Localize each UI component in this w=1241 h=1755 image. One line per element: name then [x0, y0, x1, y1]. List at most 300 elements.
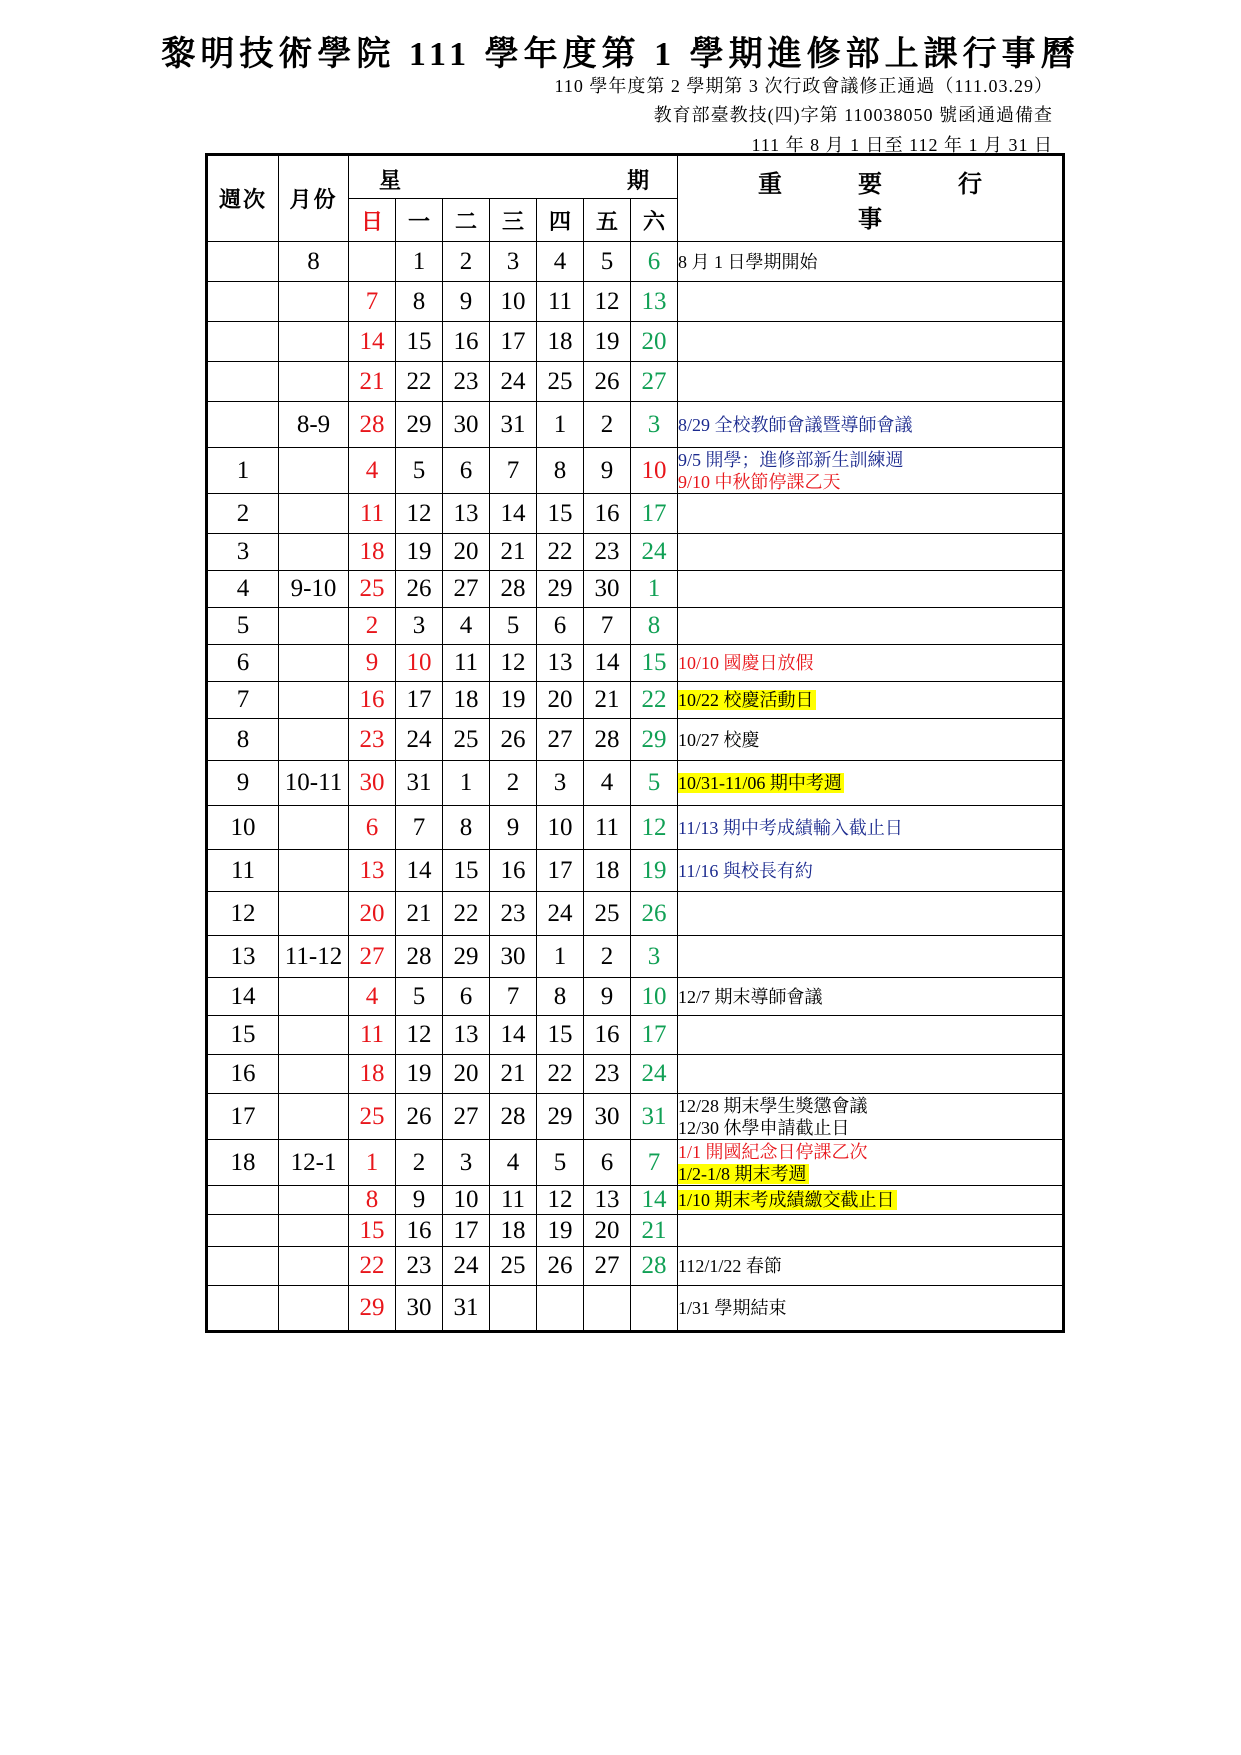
day-cell: 29 — [537, 1094, 584, 1140]
day-cell: 8 — [631, 608, 678, 645]
month-label — [279, 1247, 349, 1286]
day-cell: 29 — [349, 1286, 396, 1332]
day-cell: 24 — [631, 534, 678, 571]
day-cell: 3 — [537, 761, 584, 806]
day-cell: 6 — [584, 1140, 631, 1186]
day-cell: 10 — [443, 1186, 490, 1215]
day-cell: 23 — [349, 719, 396, 761]
ministry-reference: 教育部臺教技(四)字第 110038050 號函通過備查 — [653, 105, 1053, 125]
day-cell: 24 — [537, 892, 584, 936]
week-number: 2 — [207, 494, 279, 534]
events-cell — [678, 608, 1064, 645]
day-cell: 4 — [490, 1140, 537, 1186]
month-label — [279, 494, 349, 534]
day-cell: 14 — [490, 1016, 537, 1055]
events-cell — [678, 282, 1064, 322]
day-cell: 19 — [396, 534, 443, 571]
month-label — [279, 1055, 349, 1094]
day-cell: 28 — [349, 402, 396, 448]
month-label — [279, 448, 349, 494]
day-cell: 22 — [443, 892, 490, 936]
day-cell: 17 — [490, 322, 537, 362]
event-line — [678, 1297, 1062, 1319]
event-text: 9/5 開學；進修部新生訓練週 — [678, 449, 904, 470]
day-cell: 27 — [349, 936, 396, 978]
event-line — [678, 729, 1062, 751]
month-label: 8 — [279, 242, 349, 282]
events-cell — [678, 1055, 1064, 1094]
month-label: 12-1 — [279, 1140, 349, 1186]
table-row — [207, 1247, 1064, 1286]
month-label — [279, 322, 349, 362]
day-cell: 18 — [537, 322, 584, 362]
day-cell: 12 — [537, 1186, 584, 1215]
day-cell: 13 — [631, 282, 678, 322]
day-cell: 30 — [584, 1094, 631, 1140]
table-row — [207, 494, 1064, 534]
day-cell: 16 — [443, 322, 490, 362]
table-row — [207, 402, 1064, 448]
day-cell: 13 — [584, 1186, 631, 1215]
event-text: 1/2-1/8 期末考週 — [678, 1163, 807, 1184]
day-cell: 30 — [584, 571, 631, 608]
day-cell: 21 — [490, 1055, 537, 1094]
events-cell — [678, 719, 1064, 761]
day-cell: 2 — [584, 402, 631, 448]
day-cell: 26 — [631, 892, 678, 936]
day-cell: 18 — [584, 850, 631, 892]
day-cell: 23 — [584, 1055, 631, 1094]
day-cell — [631, 1286, 678, 1332]
header-day-fri: 五 — [584, 199, 631, 242]
month-label — [279, 1286, 349, 1332]
event-text: 112/1/22 春節 — [678, 1256, 782, 1276]
day-cell: 1 — [443, 761, 490, 806]
day-cell: 28 — [584, 719, 631, 761]
week-number — [207, 242, 279, 282]
day-cell: 20 — [443, 534, 490, 571]
day-cell: 11 — [584, 806, 631, 850]
week-number: 17 — [207, 1094, 279, 1140]
events-cell — [678, 936, 1064, 978]
events-cell — [678, 645, 1064, 682]
day-cell: 25 — [349, 1094, 396, 1140]
table-row — [207, 1286, 1064, 1332]
month-label — [279, 534, 349, 571]
events-cell — [678, 242, 1064, 282]
day-cell: 27 — [537, 719, 584, 761]
day-cell: 7 — [490, 448, 537, 494]
day-cell: 20 — [537, 682, 584, 719]
week-number: 12 — [207, 892, 279, 936]
events-cell — [678, 322, 1064, 362]
week-number: 5 — [207, 608, 279, 645]
day-cell: 23 — [490, 892, 537, 936]
month-label — [279, 608, 349, 645]
day-cell: 3 — [443, 1140, 490, 1186]
day-cell: 5 — [396, 448, 443, 494]
table-row — [207, 608, 1064, 645]
table-row — [207, 1016, 1064, 1055]
day-cell: 10 — [396, 645, 443, 682]
day-cell: 2 — [443, 242, 490, 282]
event-text: 12/30 休學申請截止日 — [678, 1117, 850, 1138]
day-cell: 19 — [537, 1215, 584, 1247]
header-qi: 期 — [627, 168, 650, 193]
day-cell: 25 — [490, 1247, 537, 1286]
day-cell: 10 — [537, 806, 584, 850]
day-cell: 28 — [631, 1247, 678, 1286]
event-line — [678, 817, 1062, 839]
week-number: 13 — [207, 936, 279, 978]
event-line — [678, 449, 1062, 471]
day-cell: 26 — [396, 571, 443, 608]
month-label — [279, 850, 349, 892]
events-cell — [678, 1140, 1064, 1186]
header-day-thu: 四 — [537, 199, 584, 242]
day-cell: 17 — [537, 850, 584, 892]
day-cell: 3 — [631, 402, 678, 448]
event-text: 11/13 期中考成績輸入截止日 — [678, 817, 903, 838]
day-cell: 15 — [443, 850, 490, 892]
day-cell: 14 — [396, 850, 443, 892]
day-cell: 14 — [584, 645, 631, 682]
events-cell — [678, 362, 1064, 402]
events-cell — [678, 1094, 1064, 1140]
day-cell: 10 — [490, 282, 537, 322]
table-row — [207, 1055, 1064, 1094]
week-number — [207, 1186, 279, 1215]
month-label — [279, 682, 349, 719]
day-cell: 10 — [631, 448, 678, 494]
day-cell: 21 — [631, 1215, 678, 1247]
header-day-sun: 日 — [349, 199, 396, 242]
day-cell: 9 — [584, 448, 631, 494]
table-row — [207, 761, 1064, 806]
month-label: 11-12 — [279, 936, 349, 978]
day-cell: 31 — [631, 1094, 678, 1140]
day-cell: 7 — [490, 978, 537, 1016]
events-cell — [678, 1186, 1064, 1215]
event-text: 10/31-11/06 期中考週 — [678, 773, 842, 793]
day-cell: 5 — [584, 242, 631, 282]
day-cell: 8 — [443, 806, 490, 850]
day-cell: 6 — [537, 608, 584, 645]
week-number: 18 — [207, 1140, 279, 1186]
events-cell — [678, 978, 1064, 1016]
day-cell: 21 — [396, 892, 443, 936]
week-number: 4 — [207, 571, 279, 608]
day-cell: 9 — [396, 1186, 443, 1215]
day-cell: 20 — [443, 1055, 490, 1094]
day-cell: 21 — [584, 682, 631, 719]
day-cell: 1 — [537, 402, 584, 448]
day-cell: 3 — [490, 242, 537, 282]
day-cell: 27 — [584, 1247, 631, 1286]
day-cell: 26 — [396, 1094, 443, 1140]
table-row — [207, 1140, 1064, 1186]
header-day-sat: 六 — [631, 199, 678, 242]
day-cell: 30 — [490, 936, 537, 978]
events-cell — [678, 1016, 1064, 1055]
table-row — [207, 892, 1064, 936]
day-cell: 11 — [490, 1186, 537, 1215]
month-label — [279, 719, 349, 761]
day-cell: 9 — [490, 806, 537, 850]
table-row — [207, 282, 1064, 322]
header-month: 月份 — [279, 155, 349, 242]
day-cell: 3 — [631, 936, 678, 978]
header-events-char: 重 — [758, 171, 782, 198]
table-row — [207, 242, 1064, 282]
day-cell: 9 — [443, 282, 490, 322]
day-cell: 11 — [349, 494, 396, 534]
events-cell — [678, 850, 1064, 892]
day-cell: 12 — [584, 282, 631, 322]
header-events — [678, 155, 1064, 242]
table-row — [207, 571, 1064, 608]
day-cell: 6 — [349, 806, 396, 850]
day-cell: 10 — [631, 978, 678, 1016]
day-cell: 8 — [537, 448, 584, 494]
event-text: 1/1 開國紀念日停課乙次 — [678, 1141, 868, 1162]
events-cell — [678, 571, 1064, 608]
day-cell: 15 — [349, 1215, 396, 1247]
event-line — [678, 860, 1062, 882]
day-cell: 26 — [584, 362, 631, 402]
day-cell: 30 — [396, 1286, 443, 1332]
events-cell — [678, 761, 1064, 806]
day-cell: 18 — [349, 534, 396, 571]
page-title: 黎明技術學院 111 學年度第 1 學期進修部上課行事曆 — [161, 36, 1080, 73]
day-cell: 5 — [490, 608, 537, 645]
day-cell: 29 — [537, 571, 584, 608]
day-cell: 26 — [490, 719, 537, 761]
event-text: 10/10 國慶日放假 — [678, 653, 814, 673]
day-cell: 22 — [537, 534, 584, 571]
day-cell: 23 — [584, 534, 631, 571]
day-cell: 28 — [490, 1094, 537, 1140]
day-cell: 22 — [349, 1247, 396, 1286]
header-weekday-group — [349, 155, 678, 199]
day-cell: 31 — [443, 1286, 490, 1332]
day-cell: 29 — [631, 719, 678, 761]
event-line — [678, 1189, 1062, 1211]
week-number — [207, 362, 279, 402]
table-row — [207, 978, 1064, 1016]
week-number — [207, 1215, 279, 1247]
day-cell: 24 — [490, 362, 537, 402]
month-label — [279, 645, 349, 682]
month-label — [279, 282, 349, 322]
event-text: 12/7 期末導師會議 — [678, 986, 823, 1007]
event-text: 1/10 期末考成績繳交截止日 — [678, 1190, 895, 1210]
event-line — [678, 1117, 1062, 1139]
month-label — [279, 892, 349, 936]
event-line — [678, 471, 1062, 493]
day-cell: 4 — [443, 608, 490, 645]
day-cell: 19 — [631, 850, 678, 892]
day-cell: 15 — [631, 645, 678, 682]
table-row — [207, 682, 1064, 719]
day-cell: 19 — [584, 322, 631, 362]
day-cell: 24 — [396, 719, 443, 761]
event-line — [678, 414, 1062, 436]
week-number — [207, 282, 279, 322]
day-cell: 15 — [537, 1016, 584, 1055]
day-cell: 4 — [349, 448, 396, 494]
day-cell: 7 — [396, 806, 443, 850]
event-text: 1/31 學期結束 — [678, 1298, 787, 1318]
month-label — [279, 978, 349, 1016]
event-text: 10/27 校慶 — [678, 729, 760, 750]
day-cell: 5 — [631, 761, 678, 806]
table-row — [207, 1094, 1064, 1140]
day-cell: 27 — [631, 362, 678, 402]
day-cell: 14 — [349, 322, 396, 362]
event-text: 8/29 全校教師會議暨導師會議 — [678, 414, 913, 435]
day-cell: 25 — [584, 892, 631, 936]
event-line — [678, 652, 1062, 674]
day-cell: 7 — [349, 282, 396, 322]
week-number: 9 — [207, 761, 279, 806]
day-cell: 9 — [349, 645, 396, 682]
day-cell: 28 — [396, 936, 443, 978]
month-label: 10-11 — [279, 761, 349, 806]
events-cell — [678, 402, 1064, 448]
event-line — [678, 1141, 1062, 1163]
month-label — [279, 1016, 349, 1055]
event-line — [678, 689, 1062, 711]
day-cell: 6 — [443, 448, 490, 494]
day-cell: 18 — [349, 1055, 396, 1094]
day-cell: 27 — [443, 571, 490, 608]
day-cell: 13 — [537, 645, 584, 682]
approval-note: 110 學年度第 2 學期第 3 次行政會議修正通過（111.03.29） — [554, 76, 1053, 96]
day-cell: 25 — [537, 362, 584, 402]
day-cell: 24 — [631, 1055, 678, 1094]
day-cell: 30 — [443, 402, 490, 448]
day-cell: 14 — [490, 494, 537, 534]
week-number: 11 — [207, 850, 279, 892]
day-cell: 7 — [631, 1140, 678, 1186]
day-cell: 12 — [631, 806, 678, 850]
header-events-char: 事 — [858, 206, 882, 233]
day-cell: 4 — [537, 242, 584, 282]
day-cell: 4 — [349, 978, 396, 1016]
day-cell: 21 — [490, 534, 537, 571]
event-text: 11/16 與校長有約 — [678, 860, 813, 881]
day-cell: 30 — [349, 761, 396, 806]
week-number: 16 — [207, 1055, 279, 1094]
day-cell: 15 — [396, 322, 443, 362]
day-cell: 11 — [443, 645, 490, 682]
week-number: 15 — [207, 1016, 279, 1055]
table-row — [207, 448, 1064, 494]
header-day-tue: 二 — [443, 199, 490, 242]
month-label: 8-9 — [279, 402, 349, 448]
day-cell: 21 — [349, 362, 396, 402]
events-cell — [678, 1247, 1064, 1286]
day-cell: 17 — [631, 494, 678, 534]
event-text: 12/28 期末學生獎懲會議 — [678, 1095, 868, 1116]
event-line — [678, 772, 1062, 794]
calendar-body — [207, 242, 1064, 1332]
month-label: 9-10 — [279, 571, 349, 608]
day-cell: 13 — [443, 1016, 490, 1055]
header-events-char: 行 — [958, 171, 982, 198]
week-number — [207, 322, 279, 362]
day-cell: 2 — [349, 608, 396, 645]
day-cell: 1 — [537, 936, 584, 978]
day-cell: 14 — [631, 1186, 678, 1215]
table-row — [207, 806, 1064, 850]
day-cell: 23 — [396, 1247, 443, 1286]
event-line — [678, 1095, 1062, 1117]
date-range: 111 年 8 月 1 日至 112 年 1 月 31 日 — [751, 135, 1053, 155]
day-cell: 8 — [396, 282, 443, 322]
week-number — [207, 1247, 279, 1286]
table-row — [207, 850, 1064, 892]
week-number: 8 — [207, 719, 279, 761]
day-cell: 16 — [396, 1215, 443, 1247]
day-cell: 3 — [396, 608, 443, 645]
day-cell: 17 — [443, 1215, 490, 1247]
day-cell: 27 — [443, 1094, 490, 1140]
week-number: 14 — [207, 978, 279, 1016]
table-row — [207, 534, 1064, 571]
events-cell — [678, 682, 1064, 719]
day-cell: 20 — [584, 1215, 631, 1247]
day-cell: 7 — [584, 608, 631, 645]
day-cell: 16 — [490, 850, 537, 892]
table-row — [207, 1215, 1064, 1247]
week-number: 7 — [207, 682, 279, 719]
day-cell: 22 — [631, 682, 678, 719]
day-cell: 1 — [349, 1140, 396, 1186]
day-cell: 24 — [443, 1247, 490, 1286]
month-label — [279, 1186, 349, 1215]
events-cell — [678, 1215, 1064, 1247]
day-cell: 18 — [443, 682, 490, 719]
day-cell: 8 — [349, 1186, 396, 1215]
day-cell — [537, 1286, 584, 1332]
day-cell: 18 — [490, 1215, 537, 1247]
calendar-table — [205, 153, 1065, 1333]
month-label — [279, 362, 349, 402]
day-cell: 11 — [349, 1016, 396, 1055]
day-cell: 31 — [490, 402, 537, 448]
table-row — [207, 322, 1064, 362]
table-row — [207, 1186, 1064, 1215]
day-cell: 29 — [443, 936, 490, 978]
header-star: 星 — [379, 168, 402, 193]
day-cell: 16 — [584, 1016, 631, 1055]
event-text: 8 月 1 日學期開始 — [678, 251, 818, 272]
day-cell: 15 — [537, 494, 584, 534]
event-line — [678, 986, 1062, 1008]
event-text: 10/22 校慶活動日 — [678, 690, 814, 710]
day-cell: 1 — [631, 571, 678, 608]
day-cell: 13 — [349, 850, 396, 892]
day-cell: 16 — [584, 494, 631, 534]
day-cell: 25 — [443, 719, 490, 761]
day-cell: 11 — [537, 282, 584, 322]
day-cell: 4 — [584, 761, 631, 806]
day-cell: 9 — [584, 978, 631, 1016]
month-label — [279, 1215, 349, 1247]
day-cell: 19 — [490, 682, 537, 719]
